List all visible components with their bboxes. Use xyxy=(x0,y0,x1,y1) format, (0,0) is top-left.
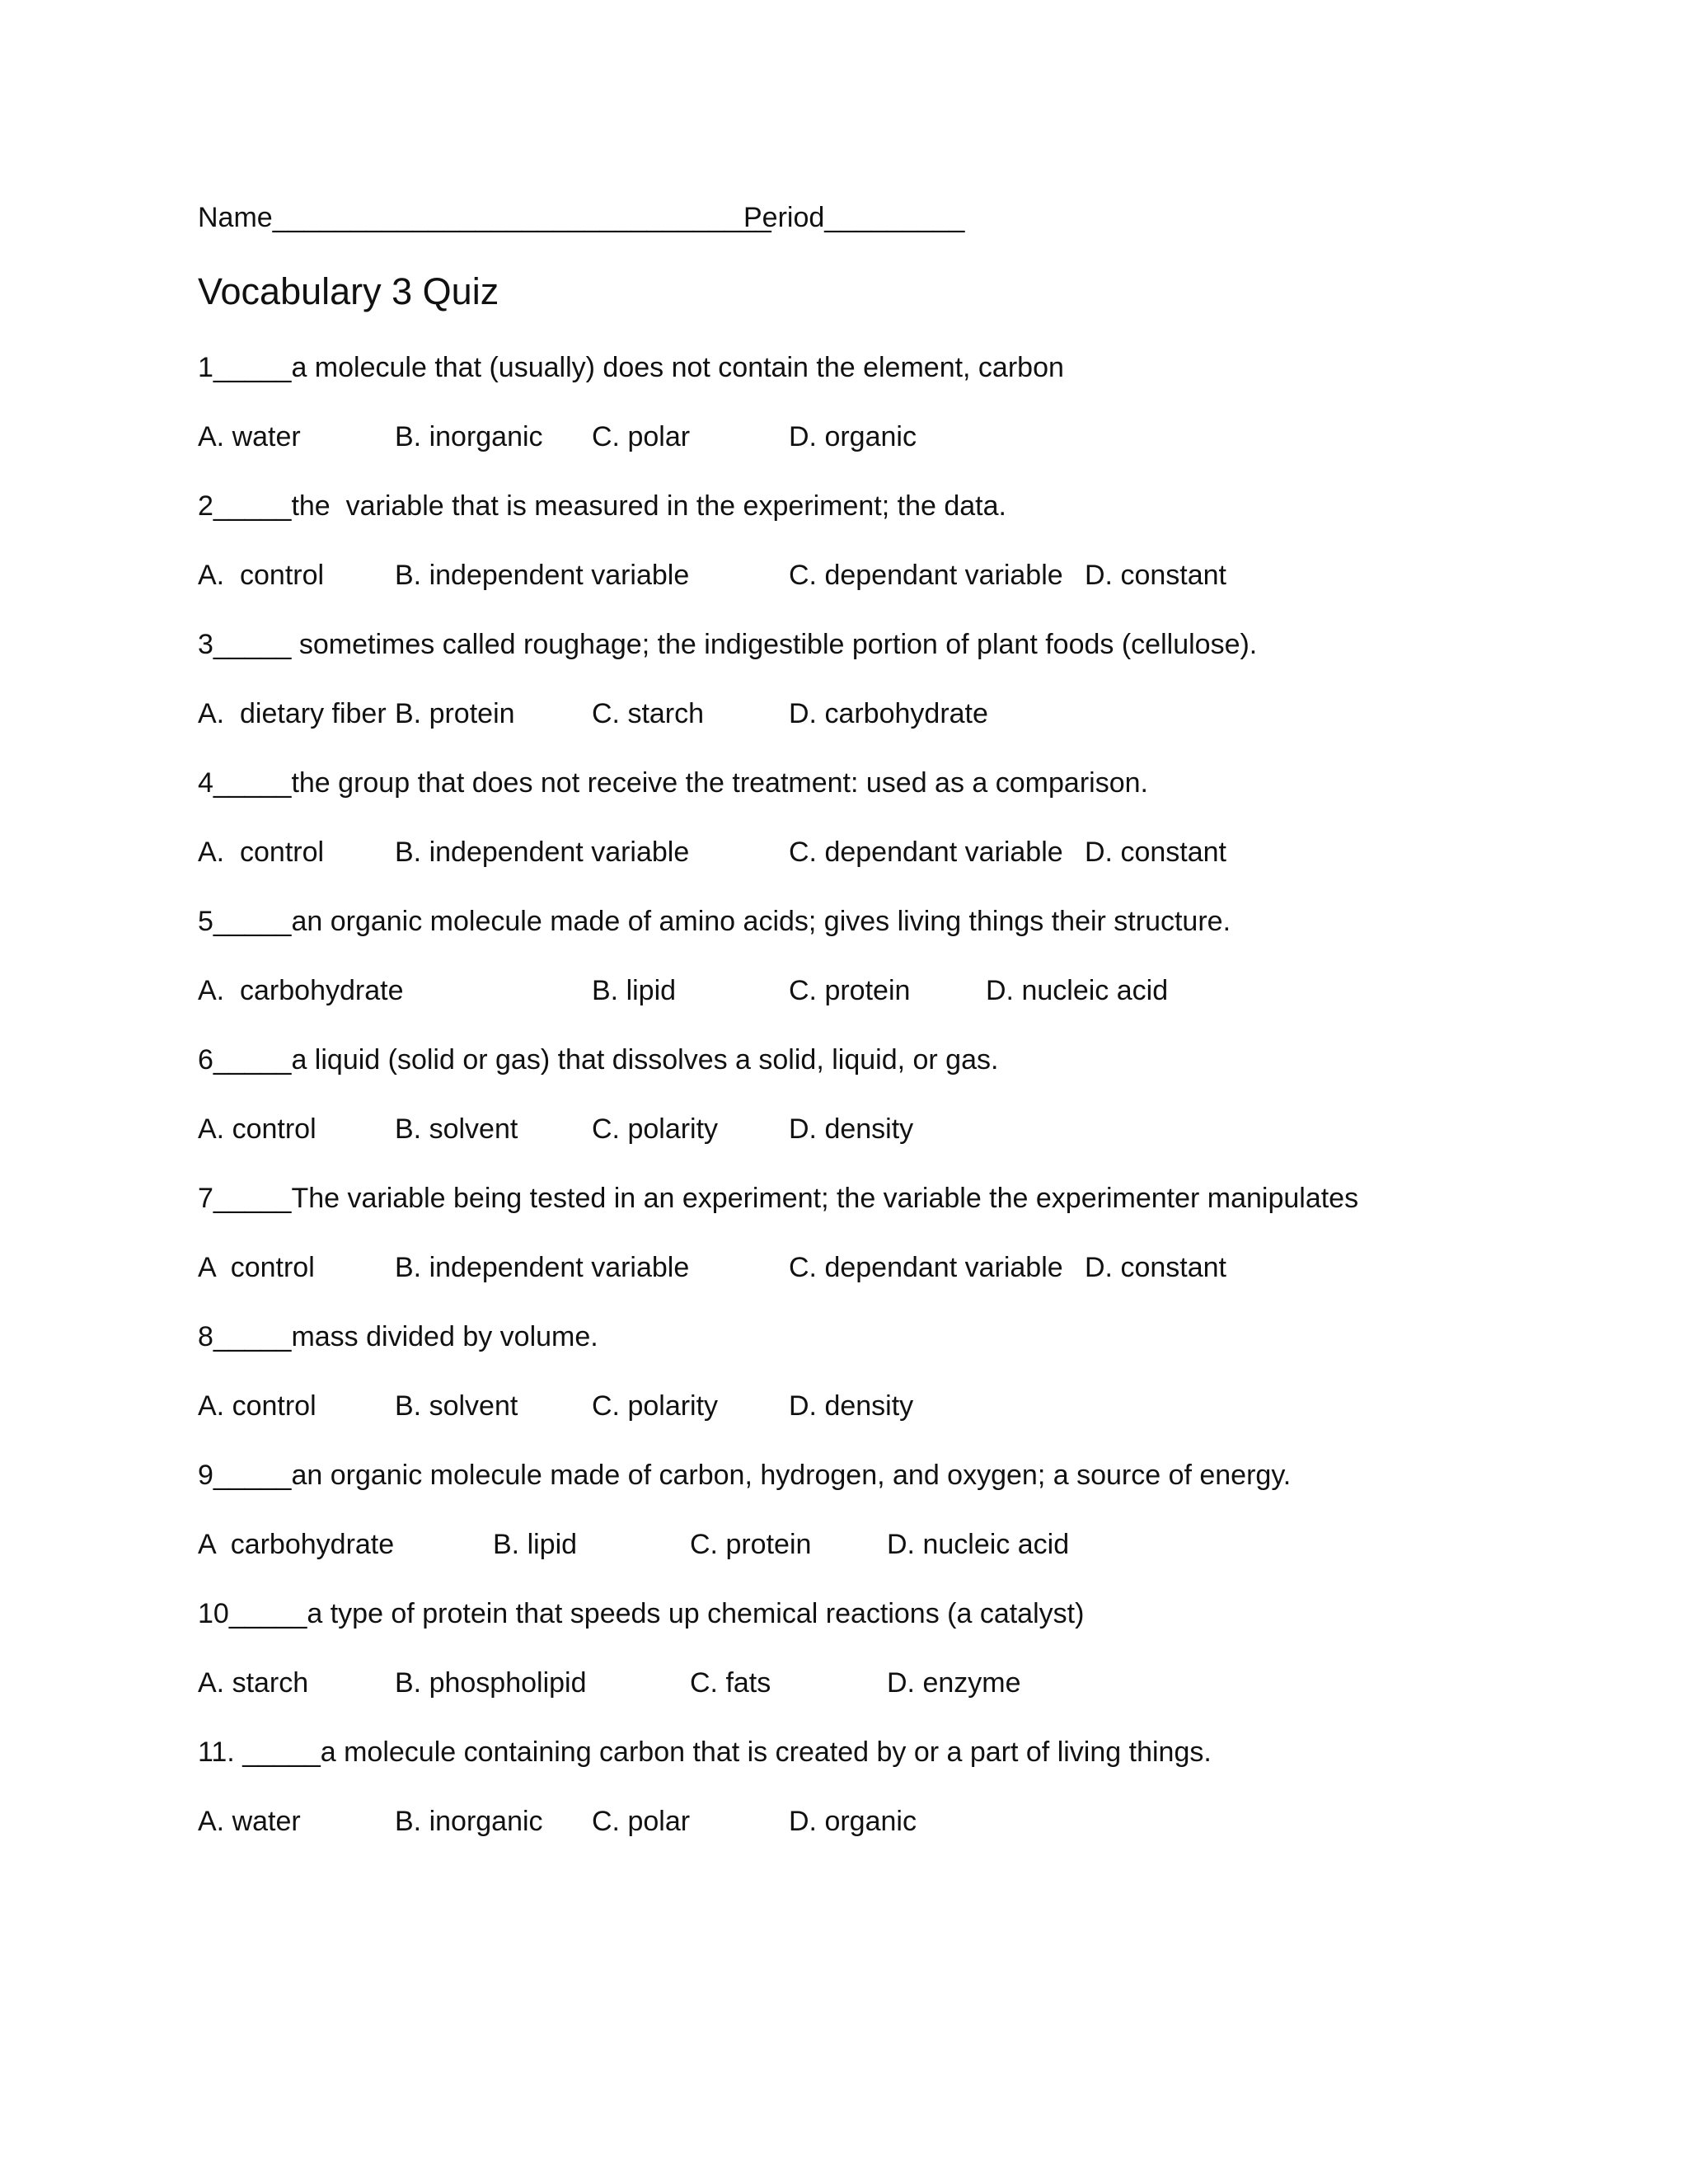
question-stem: 11. _____a molecule containing carbon that is created by or a part of living things. xyxy=(198,1736,1212,1768)
answer-option: C. dependant variable xyxy=(789,837,1063,868)
answer-option: A. control xyxy=(198,560,325,591)
answer-option: D. density xyxy=(789,1390,914,1422)
answer-option: C. polarity xyxy=(592,1390,719,1422)
question-stem: 3_____ sometimes called roughage; the indigestible portion of plant foods (cellulose). xyxy=(198,629,1258,660)
page-title: Vocabulary 3 Quiz xyxy=(198,270,499,312)
answer-option: D. nucleic acid xyxy=(986,975,1169,1006)
answer-option: B. inorganic xyxy=(395,1806,543,1837)
answer-option: A. control xyxy=(198,837,325,868)
question-stem: 9_____an organic molecule made of carbon, hydrogen, and oxygen; a source of energy. xyxy=(198,1460,1292,1491)
answer-option: C. polarity xyxy=(592,1113,719,1145)
question-stem: 5_____an organic molecule made of amino acids; gives living things their structure. xyxy=(198,906,1231,937)
answer-option: B. solvent xyxy=(395,1113,518,1145)
answer-option: A. control xyxy=(198,1390,316,1422)
answer-option: C. fats xyxy=(690,1667,771,1699)
answer-option: A carbohydrate xyxy=(198,1529,395,1560)
question-stem: 10_____a type of protein that speeds up chemical reactions (a catalyst) xyxy=(198,1598,1085,1629)
answer-option: B. inorganic xyxy=(395,421,543,452)
question-stem: 1_____a molecule that (usually) does not contain the element, carbon xyxy=(198,352,1064,383)
answer-option: C. polar xyxy=(592,1806,691,1837)
answer-option: D. nucleic acid xyxy=(887,1529,1070,1560)
answer-option: D. organic xyxy=(789,421,917,452)
answer-option: A. water xyxy=(198,1806,301,1837)
answer-option: D. constant xyxy=(1085,837,1226,868)
answer-option: D. carbohydrate xyxy=(789,698,988,729)
answer-option: B. independent variable xyxy=(395,1252,690,1283)
answer-option: C. polar xyxy=(592,421,691,452)
answer-option: D. density xyxy=(789,1113,914,1145)
answer-option: D. constant xyxy=(1085,560,1226,591)
question-stem: 8_____mass divided by volume. xyxy=(198,1321,598,1352)
answer-option: B. independent variable xyxy=(395,837,690,868)
answer-option: A control xyxy=(198,1252,315,1283)
answer-option: D. constant xyxy=(1085,1252,1226,1283)
answer-option: A. starch xyxy=(198,1667,309,1699)
answer-option: A. control xyxy=(198,1113,316,1145)
answer-option: B. phospholipid xyxy=(395,1667,587,1699)
answer-option: C. starch xyxy=(592,698,705,729)
answer-option: B. independent variable xyxy=(395,560,690,591)
period-field-label: Period_________ xyxy=(743,202,965,233)
question-stem: 7_____The variable being tested in an experiment; the variable the experimenter manipulates xyxy=(198,1183,1359,1214)
answer-option: B. solvent xyxy=(395,1390,518,1422)
answer-option: A. water xyxy=(198,421,301,452)
answer-option: D. organic xyxy=(789,1806,917,1837)
answer-option: C. dependant variable xyxy=(789,560,1063,591)
name-field-label: Name________________________________ xyxy=(198,202,771,233)
question-stem: 6_____a liquid (solid or gas) that dissolves a solid, liquid, or gas. xyxy=(198,1044,999,1076)
answer-option: C. dependant variable xyxy=(789,1252,1063,1283)
answer-option: A. dietary fiber xyxy=(198,698,387,729)
question-stem: 2_____the variable that is measured in the experiment; the data. xyxy=(198,490,1006,522)
answer-option: D. enzyme xyxy=(887,1667,1021,1699)
answer-option: A. carbohydrate xyxy=(198,975,404,1006)
answer-option: B. lipid xyxy=(493,1529,578,1560)
answer-option: B. protein xyxy=(395,698,515,729)
question-stem: 4_____the group that does not receive the treatment: used as a comparison. xyxy=(198,767,1148,799)
answer-option: C. protein xyxy=(789,975,911,1006)
answer-option: B. lipid xyxy=(592,975,677,1006)
answer-option: C. protein xyxy=(690,1529,812,1560)
